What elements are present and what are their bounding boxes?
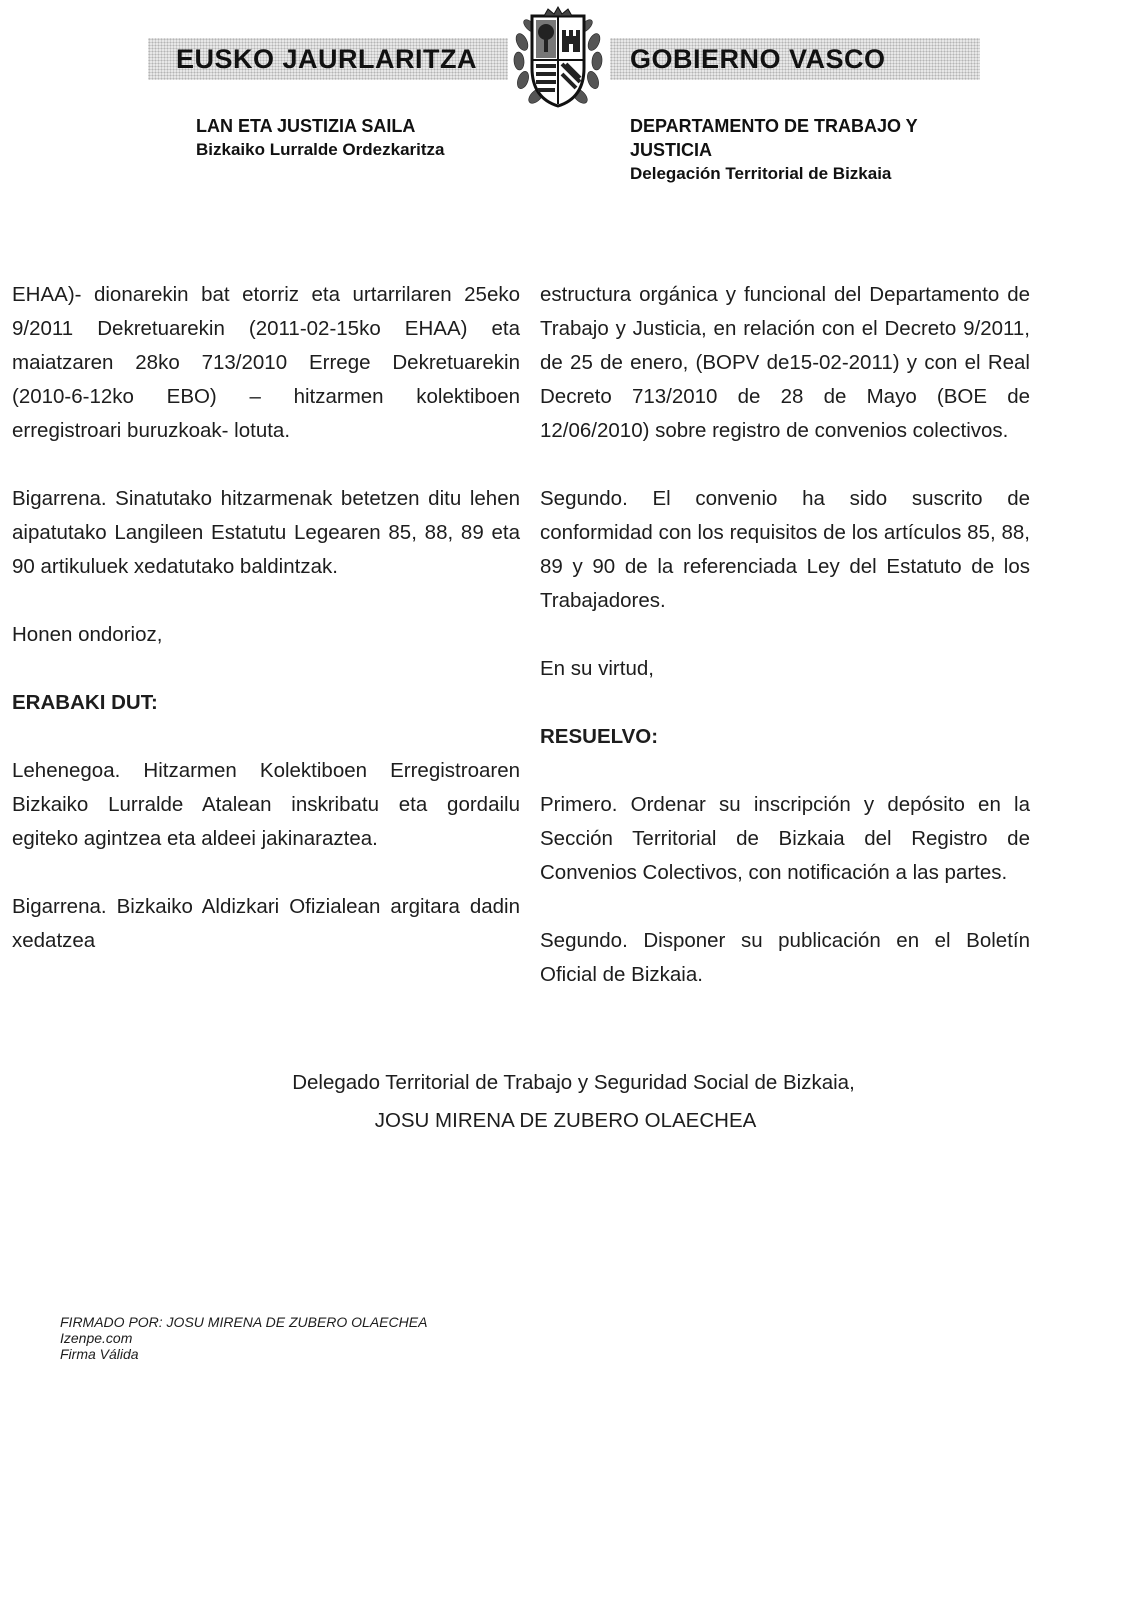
department-basque-sub: Bizkaiko Lurralde Ordezkaritza [196,140,445,159]
signature-status: Firma Válida [60,1346,139,1362]
signature-provider: Izenpe.com [60,1330,133,1346]
spanish-column [540,278,1030,1026]
paragraph: Honen ondorioz, [12,623,163,646]
paragraph: Primero. Ordenar su inscripción y depósito en la Sección Territorial de Bizkaia del Registro de Convenios Colectivos, con notificación a las partes. [540,793,1030,884]
header-band-right [610,38,980,80]
paragraph: Segundo. Disponer su publicación en el Boletín Oficial de Bizkaia. [540,929,1030,986]
department-spanish-sub: Delegación Territorial de Bizkaia [630,164,892,183]
org-name-basque: EUSKO JAURLARITZA [176,44,478,74]
paragraph: Segundo. El convenio ha sido suscrito de conformidad con los requisitos de los artículos 85, 88, 89 y 90 de la referenciada Ley del Estatuto de los Trabajadores. [540,487,1030,612]
department-basque-name: LAN ETA JUSTIZIA SAILA [196,116,416,136]
basque-column [12,278,520,992]
paragraph: En su virtud, [540,657,654,680]
paragraph: Lehenegoa. Hitzarmen Kolektiboen Erregistroaren Bizkaiko Lurralde Atalean inskribatu eta gordailu egiteko agintzea eta aldeei jakinaraztea. [12,759,520,850]
signed-by: FIRMADO POR: JOSU MIRENA DE ZUBERO OLAECHEA [60,1314,428,1330]
resolution-heading-basque: ERABAKI DUT: [12,691,158,714]
signatory-title: Delegado Territorial de Trabajo y Seguridad Social de Bizkaia, [292,1071,855,1094]
org-name-spanish: GOBIERNO VASCO [630,44,886,74]
coat-of-arms-icon [510,6,606,112]
paragraph: Bigarrena. Sinatutako hitzarmenak betetzen ditu lehen aipatutako Langileen Estatutu Legearen 85, 88, 89 eta 90 artikuluek xedatutako baldintzak. [12,487,520,578]
paragraph: estructura orgánica y funcional del Departamento de Trabajo y Justicia, en relación con el Decreto 9/2011, de 25 de enero, (BOPV de15-02-2011) y con el Real Decreto 713/2010 de 28 de Mayo (BOE de 12/06/2010) sobre registro de convenios colectivos. [540,283,1030,442]
paragraph: Bigarrena. Bizkaiko Aldizkari Ofizialean argitara dadin xedatzea [12,895,520,952]
department-spanish [630,114,970,186]
paragraph: EHAA)- dionarekin bat etorriz eta urtarrilaren 25eko 9/2011 Dekretuarekin (2011-02-15ko EHAA) eta maiatzaren 28ko 713/2010 Errege Dekretuarekin (2010-6-12ko EBO) – hitzarmen kolektiboen erregistroari buruzkoak- lotuta. [12,283,520,442]
signatory-name: JOSU MIRENA DE ZUBERO OLAECHEA [374,1109,757,1132]
department-basque [196,114,556,162]
resolution-heading-spanish: RESUELVO: [540,725,659,748]
digital-signature-stamp [60,1314,427,1362]
department-spanish-name-2: JUSTICIA [630,140,713,160]
header-band-left [148,38,508,80]
department-spanish-name-1: DEPARTAMENTO DE TRABAJO Y [630,116,918,136]
